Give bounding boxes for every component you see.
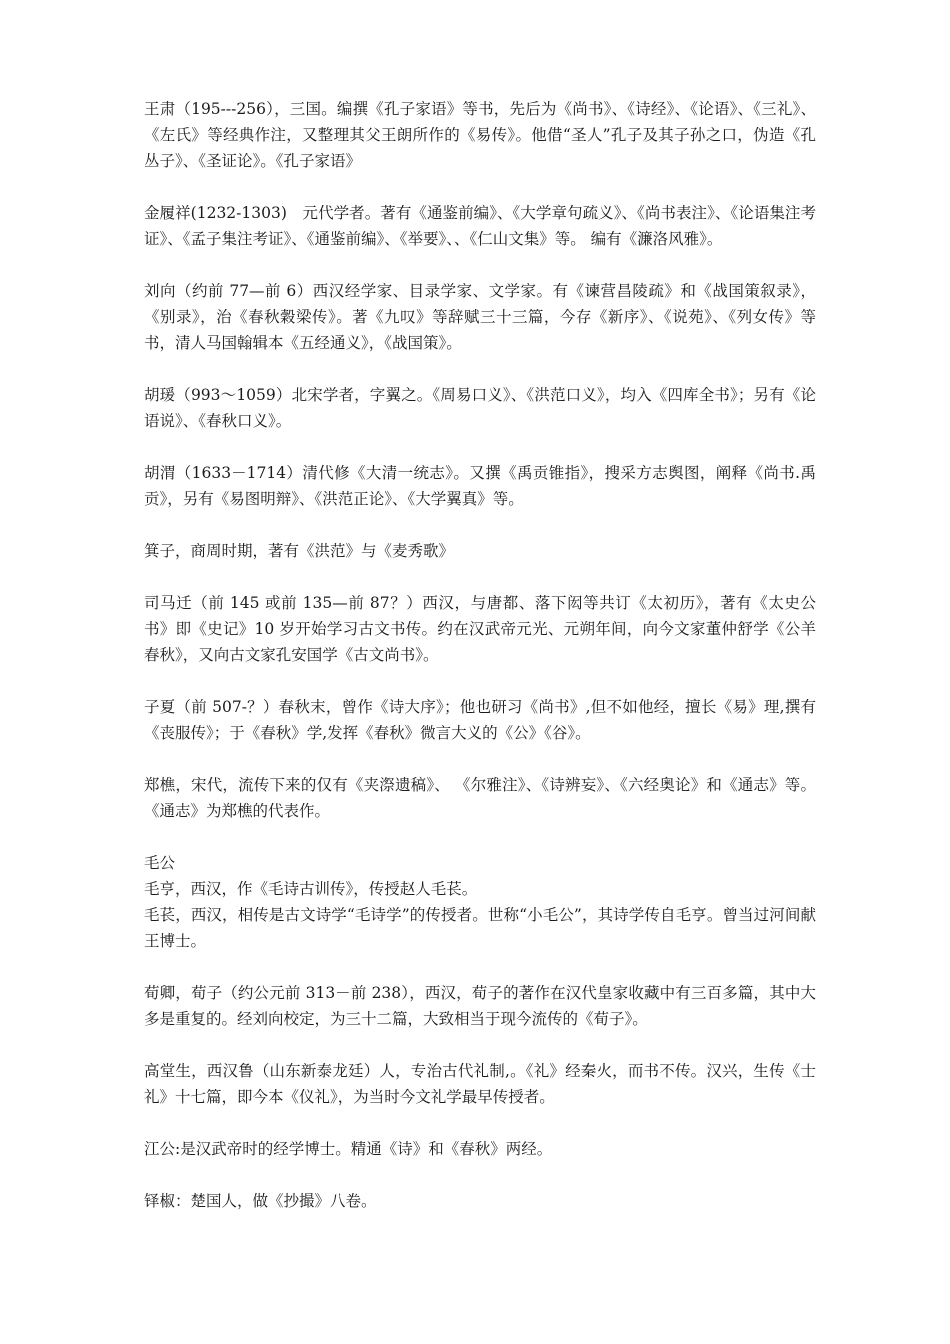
entry-text: 江公:是汉武帝时的经学博士。精通《诗》和《春秋》两经。 [144, 1140, 553, 1158]
entry-text: 子夏（前 507-？）春秋末，曾作《诗大序》；他也研习《尚书》,但不如他经，擅长《易》理,撰有《丧服传》；于《春秋》学,发挥《春秋》微言大义的《公》《谷》。 [144, 698, 816, 742]
entry-text: 铎椒：楚国人，做《抄撮》八卷。 [144, 1192, 377, 1210]
entry-text: 毛亨，西汉，作《毛诗古训传》，传授赵人毛苌。 [144, 880, 478, 898]
entry-hu-wei [144, 460, 816, 512]
entry-jin-lvxiang [144, 200, 816, 252]
document-page [144, 96, 816, 1240]
entry-xun-qing [144, 980, 816, 1032]
entry-text: 高堂生，西汉鲁（山东新泰龙廷）人，专治古代礼制,。《礼》经秦火，而书不传。汉兴，生传《士礼》十七篇，即今本《仪礼》，为当时今文礼学最早传授者。 [144, 1062, 816, 1106]
entry-hu-yuan [144, 382, 816, 434]
entry-wang-su [144, 96, 816, 174]
entry-text: 胡渭（1633－1714）清代修《大清一统志》。又撰《禹贡锥指》，搜采方志舆图，阐释《尚书.禹贡》，另有《易图明辩》、《洪范正论》、《大学翼真》等。 [144, 464, 816, 508]
entry-text: 毛苌，西汉，相传是古文诗学“毛诗学”的传授者。世称“小毛公”，其诗学传自毛亨。曾当过河间献王博士。 [144, 906, 816, 950]
entry-text: 司马迁（前 145 或前 135—前 87？）西汉，与唐都、落下闳等共订《太初历》，著有《太史公书》即《史记》10 岁开始学习古文书传。约在汉武帝元光、元朔年间，向今文家董仲舒学《公羊春秋》，又向古文家孔安国学《古文尚书》。 [144, 594, 816, 664]
entry-heading: 毛公 [144, 854, 176, 872]
entry-zheng-qiao [144, 772, 816, 824]
entry-zixia [144, 694, 816, 746]
entry-text: 箕子，商周时期，著有《洪范》与《麦秀歌》 [144, 542, 455, 560]
entry-duo-jiao [144, 1188, 816, 1214]
entry-text: 荀卿，荀子（约公元前 313－前 238），西汉，荀子的著作在汉代皇家收藏中有三百多篇，其中大多是重复的。经刘向校定，为三十二篇，大致相当于现今流传的《荀子》。 [144, 984, 816, 1028]
entry-jiang-gong [144, 1136, 816, 1162]
entry-mao-gong [144, 850, 816, 954]
entry-jizi [144, 538, 816, 564]
entry-text: 王肃（195---256），三国。编撰《孔子家语》等书，先后为《尚书》、《诗经》、《论语》、《三礼》、《左氏》等经典作注，又整理其父王朗所作的《易传》。他借“圣人”孔子及其子孙之口，伪造《孔丛子》、《圣证论》。《孔子家语》 [144, 100, 816, 170]
entry-sima-qian [144, 590, 816, 668]
entry-gaotang-sheng [144, 1058, 816, 1110]
entry-liu-xiang [144, 278, 816, 356]
entry-text: 金履祥(1232-1303) 元代学者。著有《通鉴前编》、《大学章句疏义》、《尚书表注》、《论语集注考证》、《孟子集注考证》、《通鉴前编》、《举要》、、《仁山文集》等。 编有《濂洛风雅》。 [144, 204, 816, 248]
entry-text: 郑樵，宋代，流传下来的仅有《夹漈遗稿》、 《尔雅注》、《诗辨妄》、《六经奥论》和《通志》等。《通志》为郑樵的代表作。 [144, 776, 816, 820]
entry-text: 胡瑗（993～1059）北宋学者，字翼之。《周易口义》、《洪范口义》，均入《四库全书》；另有《论语说》、《春秋口义》。 [144, 386, 816, 430]
entry-text: 刘向（约前 77—前 6）西汉经学家、目录学家、文学家。有《谏营昌陵疏》和《战国策叙录》，《别录》，治《春秋穀梁传》。著《九叹》等辞赋三十三篇，今存《新序》、《说苑》、《列女传》等书，清人马国翰辑本《五经通义》，《战国策》。 [144, 282, 816, 352]
